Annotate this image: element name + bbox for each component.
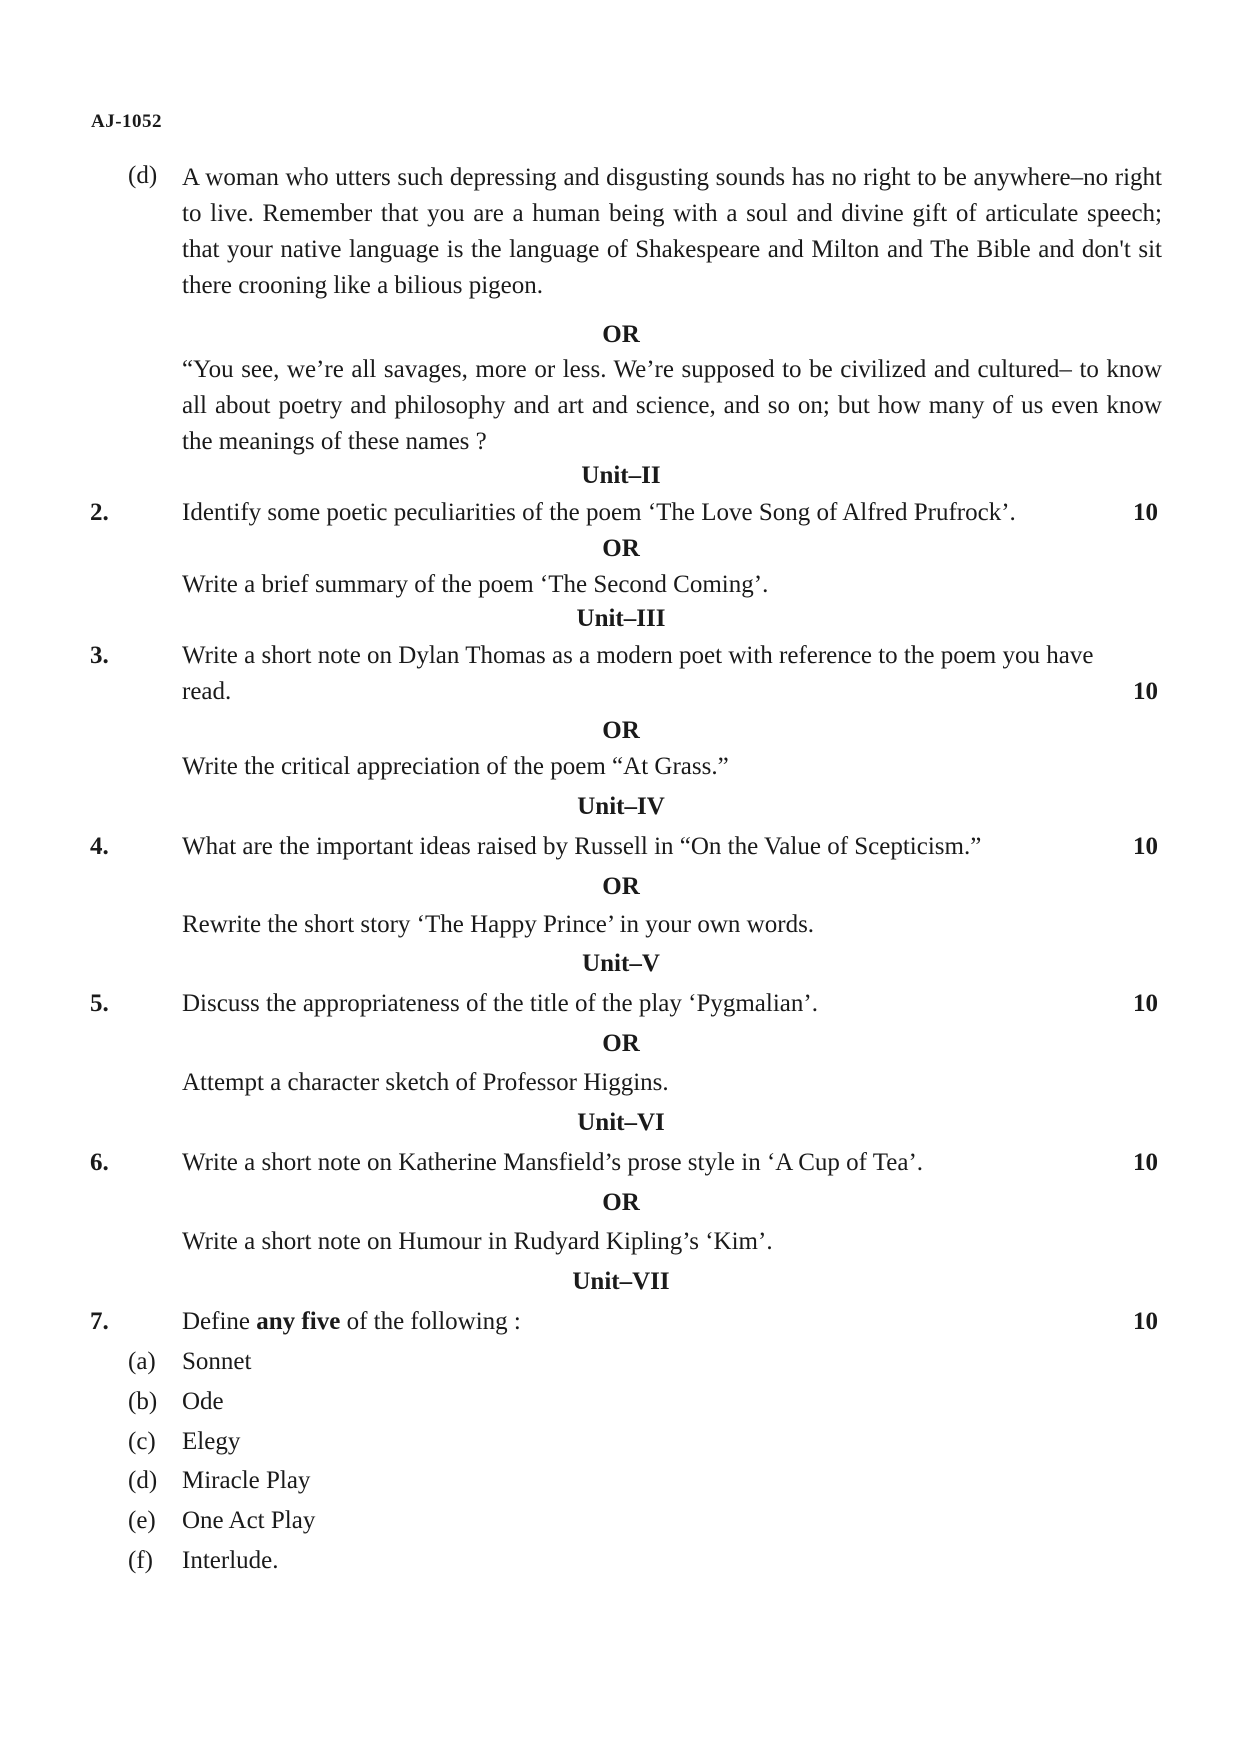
- q5-question: Discuss the appropriateness of the title of the play ‘Pygmalian’.: [182, 990, 818, 1017]
- q7-item-label: (e): [128, 1507, 156, 1534]
- q4-alternative: Rewrite the short story ‘The Happy Prince’ in your own words.: [182, 911, 815, 938]
- q7-question: [182, 1309, 521, 1334]
- q3-question-line1: Write a short note on Dylan Thomas as a modern poet with reference to the poem you have: [182, 642, 1094, 669]
- q7-item-label: (b): [128, 1388, 158, 1415]
- q2-marks: 10: [1133, 499, 1158, 526]
- q3-marks: 10: [1133, 678, 1158, 705]
- q5-number: 5.: [90, 990, 109, 1017]
- unit-v-title: Unit–V: [582, 950, 660, 977]
- q4-question: What are the important ideas raised by Russell in “On the Value of Scepticism.”: [182, 833, 982, 860]
- q1d-alt-passage: “You see, we’re all savages, more or less. We’re supposed to be civilized and cultured– to know all about poetry and philosophy and art and science, and so on; but how many of us even know the meanings of these names ?: [182, 356, 1162, 455]
- q7-item-text: Ode: [182, 1388, 224, 1415]
- q7-item-label: (a): [128, 1348, 156, 1375]
- q7-marks: 10: [1133, 1308, 1158, 1335]
- q1d-passage: A woman who utters such depressing and disgusting sounds has no right to be anywhere–no right to live. Remember that you are a human being with a soul and divine gift of articulate speech; that your native language is the language of Shakespeare and Milton and The Bible and don't sit there crooning like a bilious pigeon.: [182, 164, 1162, 299]
- q3-question-line2: read.: [182, 678, 232, 705]
- q7-question-prefix: Define: [182, 1308, 251, 1335]
- q7-item-label: (d): [128, 1467, 158, 1494]
- q6-or: OR: [602, 1189, 640, 1216]
- q6-question: Write a short note on Katherine Mansfield’s prose style in ‘A Cup of Tea’.: [182, 1149, 924, 1176]
- q7-item-text: Sonnet: [182, 1348, 252, 1375]
- q5-alternative: Attempt a character sketch of Professor Higgins.: [182, 1069, 669, 1096]
- q4-or: OR: [602, 873, 640, 900]
- q7-item-text: One Act Play: [182, 1507, 316, 1534]
- q7-item-label: (c): [128, 1428, 156, 1455]
- q4-marks: 10: [1133, 833, 1158, 860]
- q7-question-bold: any five: [256, 1308, 341, 1335]
- unit-iii-title: Unit–III: [576, 605, 666, 632]
- q5-or: OR: [602, 1030, 640, 1057]
- q2-alternative: Write a brief summary of the poem ‘The Second Coming’.: [182, 571, 769, 598]
- q6-number: 6.: [90, 1149, 109, 1176]
- unit-vi-title: Unit–VI: [577, 1109, 665, 1136]
- q4-number: 4.: [90, 833, 109, 860]
- q3-or: OR: [602, 717, 640, 744]
- q2-number: 2.: [90, 499, 109, 526]
- q3-number: 3.: [90, 642, 109, 669]
- q7-item-text: Interlude.: [182, 1547, 279, 1574]
- unit-vii-title: Unit–VII: [572, 1268, 670, 1295]
- q7-number: 7.: [90, 1308, 109, 1335]
- q3-alternative: Write the critical appreciation of the poem “At Grass.”: [182, 753, 729, 780]
- q1d-label: (d): [128, 162, 158, 189]
- q2-question: Identify some poetic peculiarities of the poem ‘The Love Song of Alfred Prufrock’.: [182, 499, 1016, 526]
- unit-ii-title: Unit–II: [581, 462, 661, 489]
- q7-item-text: Elegy: [182, 1428, 241, 1455]
- q1d-or: OR: [602, 321, 640, 348]
- q2-or: OR: [602, 535, 640, 562]
- q7-item-label: (f): [128, 1547, 153, 1574]
- unit-iv-title: Unit–IV: [577, 793, 665, 820]
- q6-alternative: Write a short note on Humour in Rudyard Kipling’s ‘Kim’.: [182, 1228, 773, 1255]
- paper-code: AJ-1052: [91, 111, 163, 132]
- q6-marks: 10: [1133, 1149, 1158, 1176]
- q7-question-suffix: of the following :: [346, 1308, 521, 1335]
- q7-item-text: Miracle Play: [182, 1467, 311, 1494]
- q5-marks: 10: [1133, 990, 1158, 1017]
